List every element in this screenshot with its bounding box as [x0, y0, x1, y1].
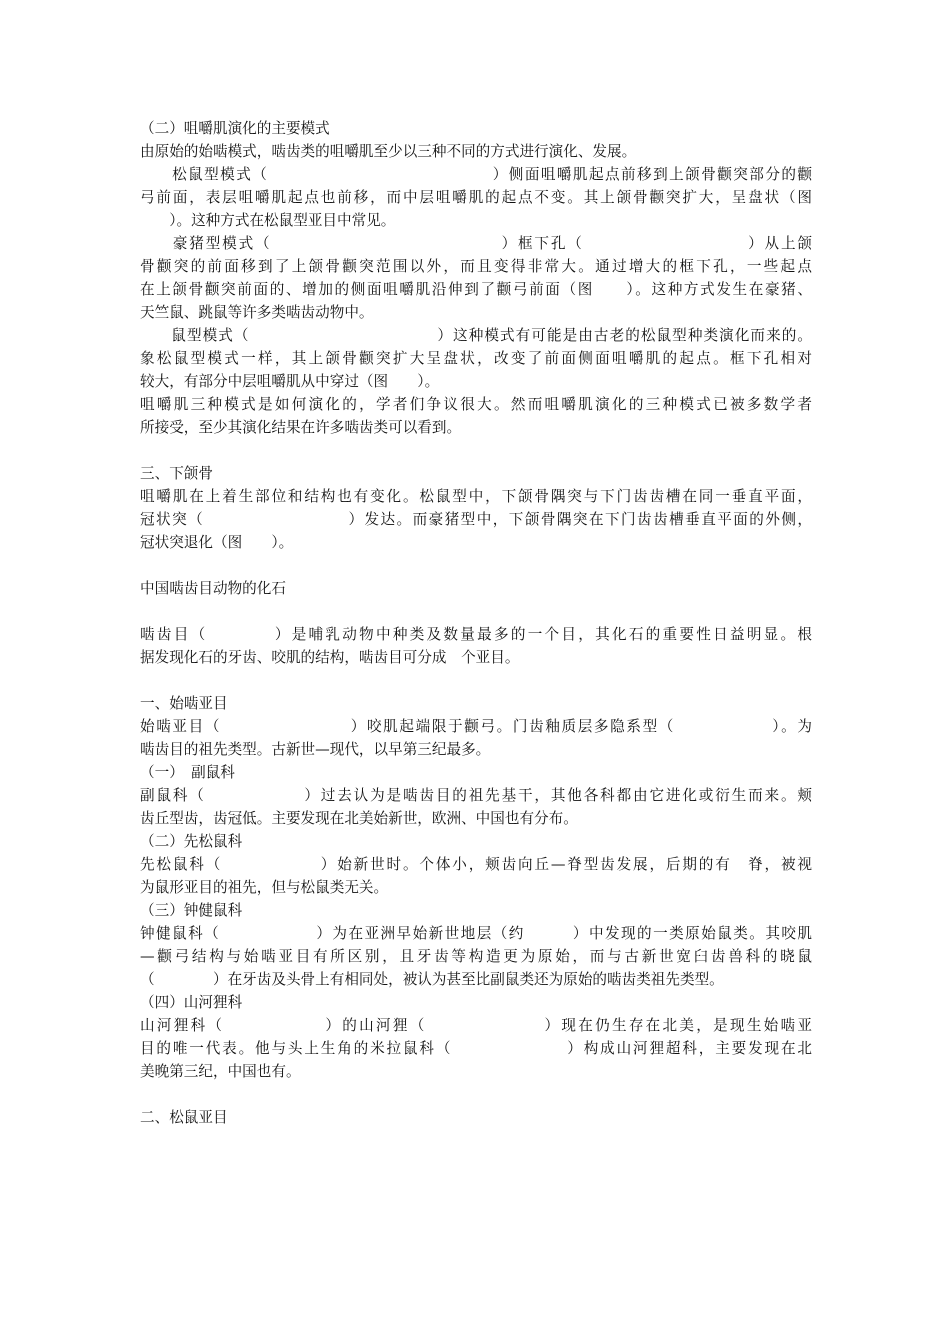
- text-line: 美晚第三纪，中国也有。: [140, 1063, 301, 1080]
- text-line: —颧弓结构与始啮亚目有所区别，且牙齿等构造更为原始，而与古新世宽臼齿兽科的晓鼠: [140, 948, 812, 965]
- text-line: 象松鼠型模式一样，其上颌骨颧突扩大呈盘状，改变了前面侧面咀嚼肌的起点。框下孔相对: [140, 350, 812, 367]
- blank-line: [140, 600, 812, 623]
- text-line: 副鼠科（ ）过去认为是啮齿目的祖先基干，其他各科都由它进化或衍生而来。颊: [140, 787, 812, 804]
- text-line: （二）咀嚼肌演化的主要模式: [140, 120, 330, 137]
- text-line: 冠状突退化（图 ）。: [140, 534, 294, 551]
- text-line: 天竺鼠、跳鼠等许多类啮齿动物中。: [140, 304, 374, 321]
- blank-line: [140, 439, 812, 462]
- text-line: ）。这种方式在松鼠型亚目中常见。: [140, 212, 396, 229]
- text-line: 咀嚼肌在上着生部位和结构也有变化。松鼠型中，下颌骨隅突与下门齿齿槽在同一垂直平面，: [140, 488, 812, 505]
- text-line: 骨颧突的前面移到了上颌骨颧突范围以外，而且变得非常大。通过增大的框下孔，一些起点: [140, 258, 812, 275]
- text-line: 鼠型模式（ ）这种模式有可能是由古老的松鼠型种类演化而来的。: [140, 327, 812, 344]
- text-line: 豪猪型模式（ ）框下孔（ ）从上颌: [140, 235, 812, 252]
- subsection-heading: （三）钟健鼠科: [140, 902, 243, 919]
- text-line: 啮齿目（ ）是哺乳动物中种类及数量最多的一个目，其化石的重要性日益明显。根: [140, 626, 812, 643]
- document-page: [140, 117, 812, 1129]
- text-line: 冠状突（ ）发达。而豪猪型中，下颌骨隅突在下门齿齿槽垂直平面的外侧，: [140, 511, 812, 528]
- text-line: 松鼠型模式（ ）侧面咀嚼肌起点前移到上颌骨颧突部分的颧: [140, 166, 812, 183]
- text-line: 据发现化石的牙齿、咬肌的结构，啮齿目可分成 个亚目。: [140, 649, 520, 666]
- text-line: 钟健鼠科（ ）为在亚洲早始新世地层（约 ）中发现的一类原始鼠类。其咬肌: [140, 925, 812, 942]
- text-line: 在上颌骨颧突前面的、增加的侧面咀嚼肌沿伸到了颧弓前面（图 ）。这种方式发生在豪猪、: [140, 281, 812, 298]
- text-line: 山河狸科（ ）的山河狸（ ）现在仍生存在北美，是现生始啮亚: [140, 1017, 812, 1034]
- blank-line: [140, 669, 812, 692]
- blank-line: [140, 1083, 812, 1106]
- section-heading: 三、下颌骨: [140, 465, 213, 482]
- section-heading: 二、松鼠亚目: [140, 1109, 228, 1126]
- text-line: 先松鼠科（ ）始新世时。个体小，颊齿向丘—脊型齿发展，后期的有 脊，被视: [140, 856, 812, 873]
- text-line: 齿丘型齿，齿冠低。主要发现在北美始新世，欧洲、中国也有分布。: [140, 810, 578, 827]
- text-line: 由原始的始啮模式，啮齿类的咀嚼肌至少以三种不同的方式进行演化、发展。: [140, 143, 637, 160]
- text-line: 弓前面，表层咀嚼肌起点也前移，而中层咀嚼肌的起点不变。其上颌骨颧突扩大，呈盘状（图: [140, 189, 812, 206]
- text-line: 较大，有部分中层咀嚼肌从中穿过（图 ）。: [140, 373, 440, 390]
- subsection-heading: （四）山河狸科: [140, 994, 243, 1011]
- text-line: 啮齿目的祖先类型。古新世—现代，以早第三纪最多。: [140, 741, 491, 758]
- subsection-heading: （一） 副鼠科: [140, 764, 235, 781]
- section-heading: 一、始啮亚目: [140, 695, 228, 712]
- text-line: 为鼠形亚目的祖先，但与松鼠类无关。: [140, 879, 389, 896]
- text-line: 所接受，至少其演化结果在许多啮齿类可以看到。: [140, 419, 462, 436]
- blank-line: [140, 554, 812, 577]
- text-line: 始啮亚目（ ）咬肌起端限于颧弓。门齿釉质层多隐系型（ ）。为: [140, 718, 812, 735]
- subsection-heading: （二）先松鼠科: [140, 833, 243, 850]
- text-line: 咀嚼肌三种模式是如何演化的，学者们争议很大。然而咀嚼肌演化的三种模式已被多数学者: [140, 396, 812, 413]
- document-title: 中国啮齿目动物的化石: [140, 580, 286, 597]
- text-line: （ ）在牙齿及头骨上有相同处，被认为甚至比副鼠类还为原始的啮齿类祖先类型。: [140, 971, 724, 988]
- text-line: 目的唯一代表。他与头上生角的米拉鼠科（ ）构成山河狸超科，主要发现在北: [140, 1040, 812, 1057]
